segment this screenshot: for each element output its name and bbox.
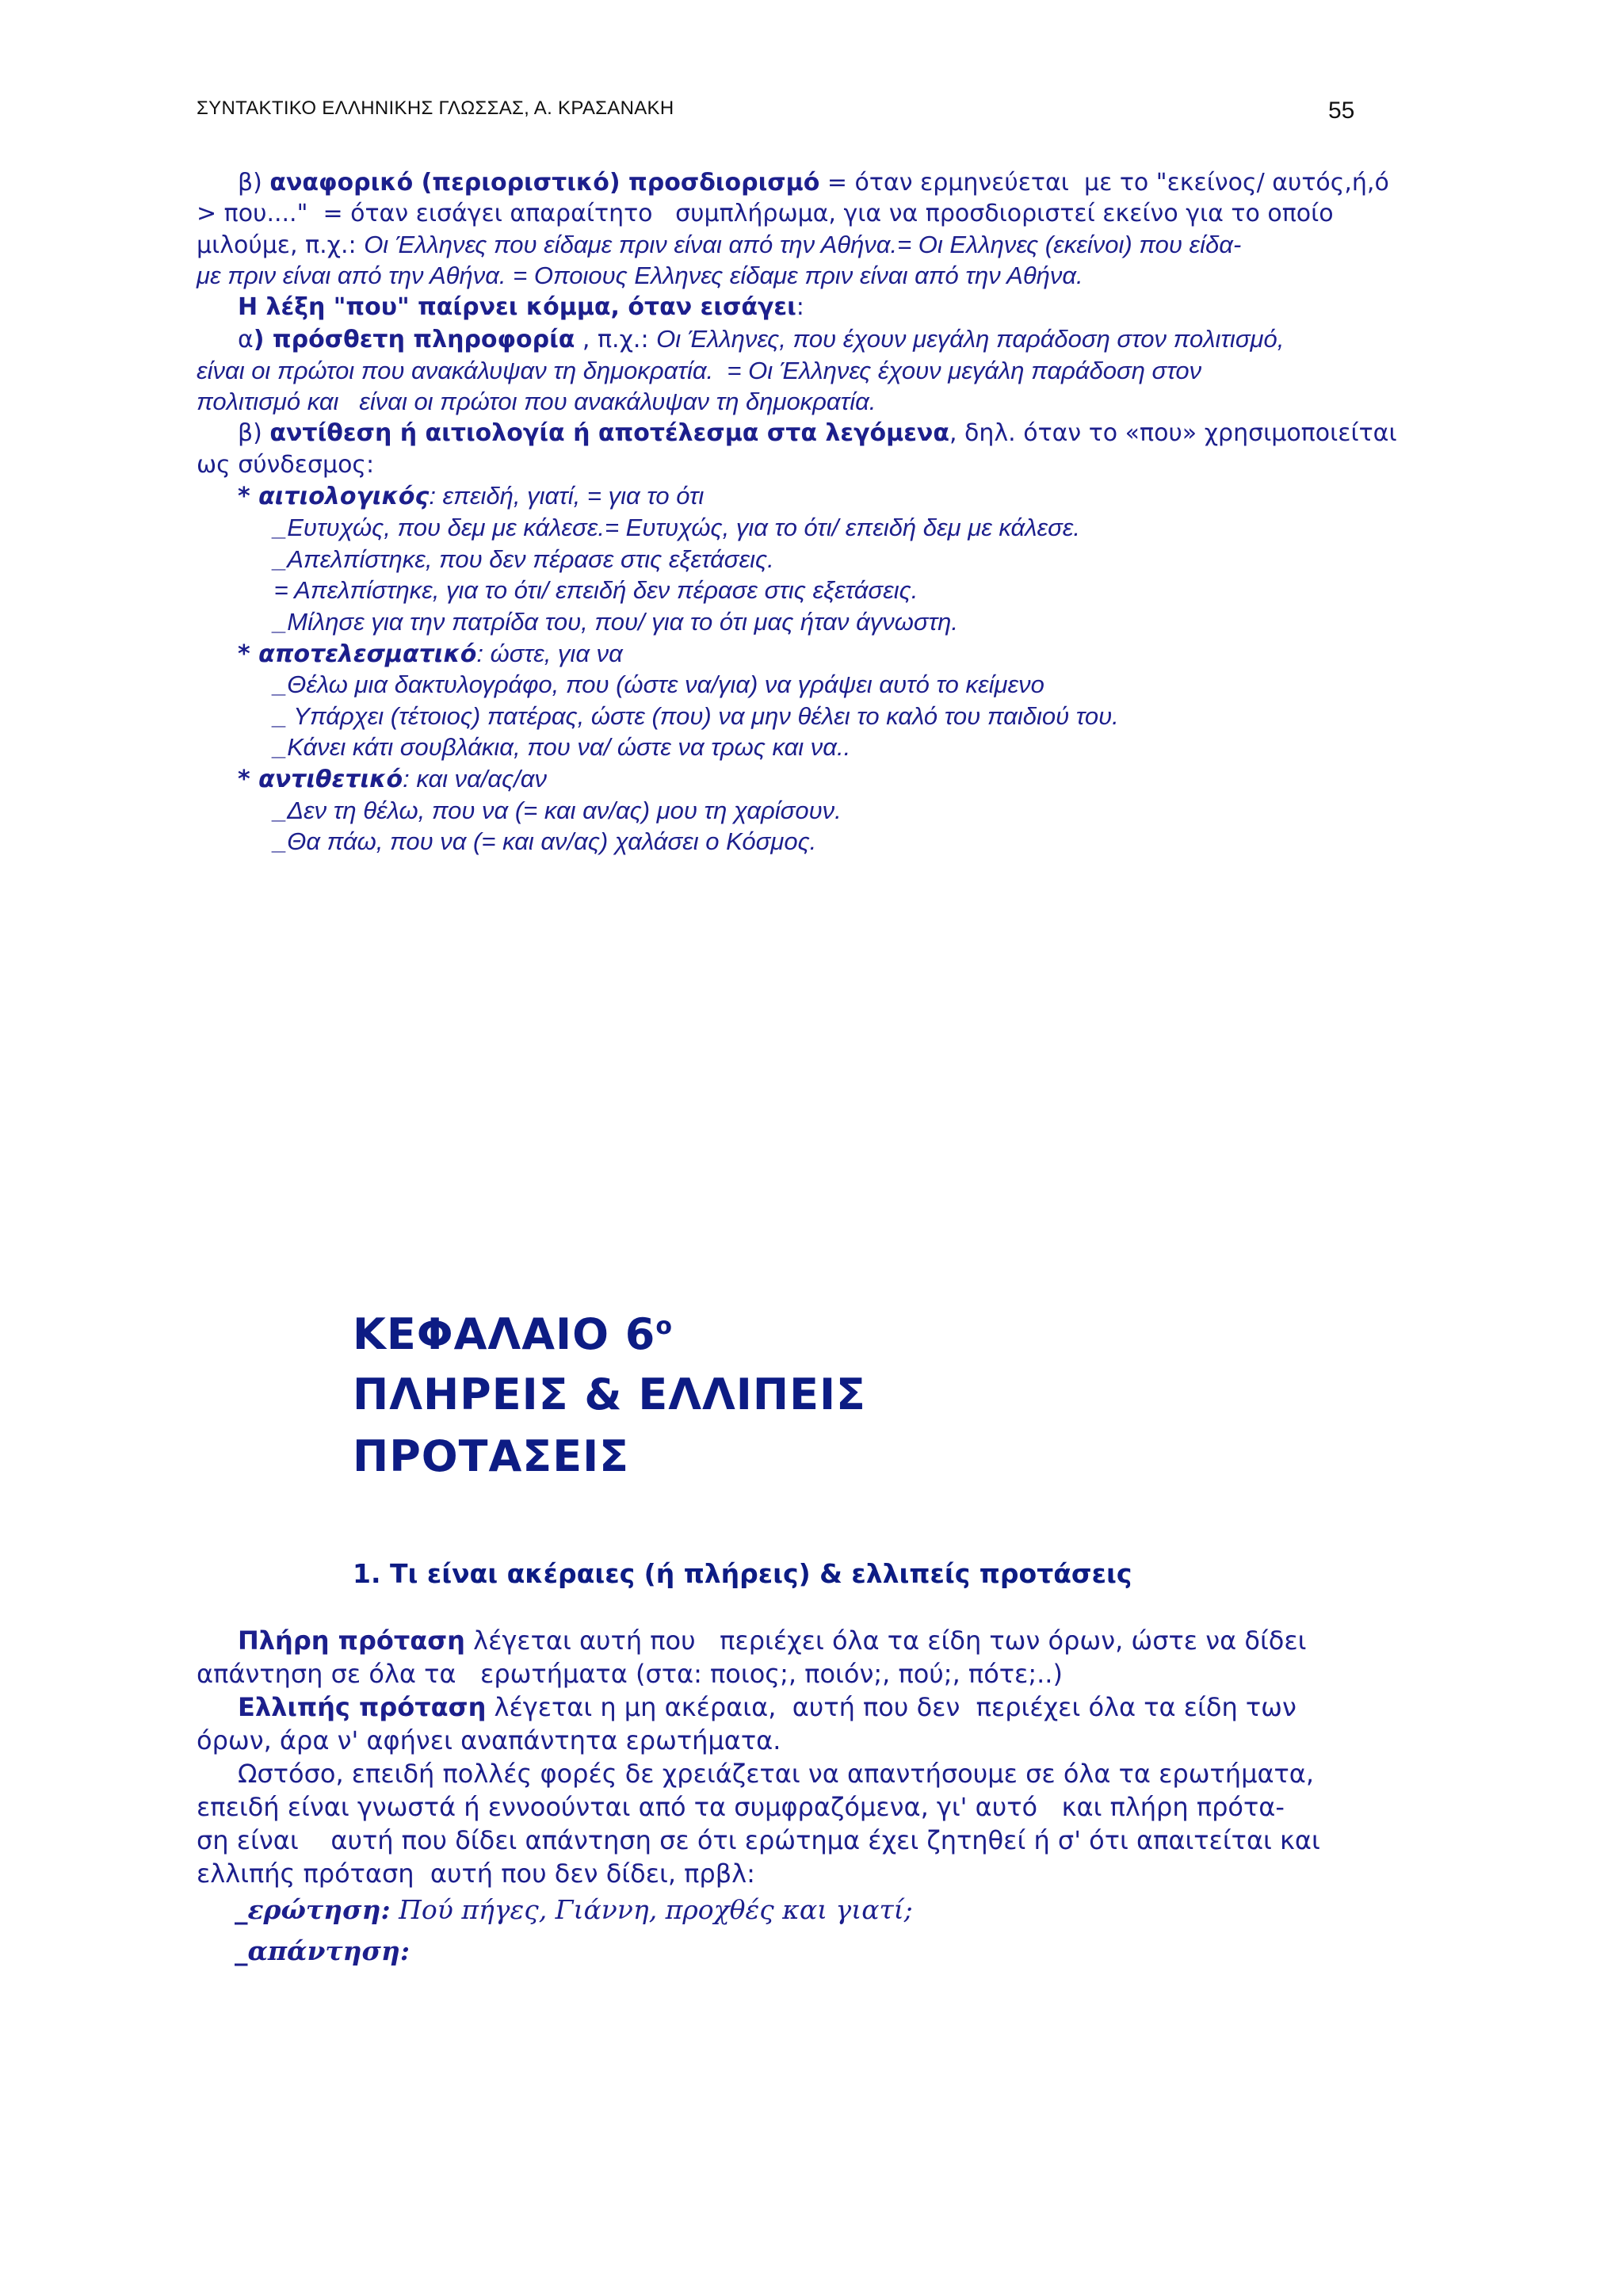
example-line: _Θα πάω, που να (= και αν/ας) χαλάσει ο Κόσμος.: [273, 827, 817, 855]
example-line: _Θέλω μια δακτυλογράφο, που (ώστε να/για) να γράψει αυτό το κείμενο: [273, 670, 1044, 698]
text-line: * αιτιολογικός: επειδή, γιατί, = για το ότι: [238, 482, 705, 510]
section-title: 1. Τι είναι ακέραιες (ή πλήρεις) & ελλιπείς προτάσεις: [353, 1558, 1132, 1589]
text-line: β) αντίθεση ή αιτιολογία ή αποτέλεσμα στα λεγόμενα, δηλ. όταν το «που» χρησιμοποιείται: [238, 419, 1397, 447]
text-line: μιλούμε, π.χ.: Οι Έλληνες που είδαμε πριν είναι από την Αθήνα.= Οι Ελληνες (εκείνοι) που είδα-: [197, 231, 1242, 259]
text-line: ελλιπής πρόταση αυτή που δεν δίδει, πρβλ:: [197, 1859, 755, 1889]
text-line: με πριν είναι από την Αθήνα. = Οποιους Ελληνες είδαμε πριν είναι από την Αθήνα.: [197, 262, 1083, 289]
chapter-title: ΚΕΦΑΛΑΙΟ $6^o$: [353, 1309, 674, 1359]
text-line: επειδή είναι γνωστά ή εννοούνται από τα συμφραζόμενα, γι' αυτό και πλήρη πρότα-: [197, 1792, 1285, 1822]
example-line: _Δεν τη θέλω, που να (= και αν/ας) μου τη χαρίσουν.: [273, 797, 842, 824]
text-line: β) αναφορικό (περιοριστικό) προσδιορισμό = όταν ερμηνεύεται με το "εκείνος/ αυτός,ή,ό: [238, 169, 1389, 197]
text-line: > που...." = όταν εισάγει απαραίτητο συμπλήρωμα, για να προσδιοριστεί εκείνο για το οποίο: [197, 200, 1334, 227]
chapter-subtitle: ΠΛΗΡΕΙΣ & ΕΛΛΙΠΕΙΣ: [353, 1370, 866, 1419]
running-header: ΣΥΝΤΑΚΤΙΚΟ ΕΛΛΗΝΙΚΗΣ ΓΛΩΣΣΑΣ, Α. ΚΡΑΣΑΝΑΚΗ: [197, 97, 674, 119]
text-line: Η λέξη "που" παίρνει κόμμα, όταν εισάγει:: [238, 293, 804, 321]
text-line: ση είναι αυτή που δίδει απάντηση σε ότι ερώτημα έχει ζητηθεί ή σ' ότι απαιτείται και: [197, 1825, 1320, 1855]
example-line: = Απελπίστηκε, για το ότι/ επειδή δεν πέρασε στις εξετάσεις.: [267, 576, 918, 604]
question-line: _ερώτηση: Πού πήγες, Γιάννη, προχθές και γιατί;: [235, 1894, 913, 1925]
example-line: _Κάνει κάτι σουβλάκια, που να/ ώστε να τρως και να..: [273, 733, 851, 761]
answer-line: _απάντηση:: [235, 1935, 411, 1966]
chapter-subtitle: ΠΡΟΤΑΣΕΙΣ: [353, 1431, 630, 1481]
text-line: Ωστόσο, επειδή πολλές φορές δε χρειάζεται να απαντήσουμε σε όλα τα ερωτήματα,: [238, 1759, 1315, 1789]
text-line: απάντηση σε όλα τα ερωτήματα (στα: ποιος;, ποιόν;, πού;, πότε;..): [197, 1659, 1063, 1689]
text-line: πολιτισμό και είναι οι πρώτοι που ανακάλυψαν τη δημοκρατία.: [197, 388, 876, 415]
example-line: _Απελπίστηκε, που δεν πέρασε στις εξετάσεις.: [273, 545, 774, 573]
text-line: ως σύνδεσμος:: [197, 451, 375, 479]
example-line: _Ευτυχώς, που δεμ με κάλεσε.= Ευτυχώς, για το ότι/ επειδή δεμ με κάλεσε.: [273, 514, 1081, 541]
text-line: Πλήρη πρόταση λέγεται αυτή που περιέχει όλα τα είδη των όρων, ώστε να δίδει: [238, 1626, 1307, 1656]
text-line: * αντιθετικό: και να/ας/αν: [238, 765, 547, 793]
text-line: είναι οι πρώτοι που ανακάλυψαν τη δημοκρατία. = Οι Έλληνες έχουν μεγάλη παράδοση στον: [197, 357, 1202, 384]
example-line: _Μίλησε για την πατρίδα του, που/ για το ότι μας ήταν άγνωστη.: [273, 608, 959, 636]
page-number: 55: [1328, 97, 1355, 124]
text-line: όρων, άρα ν' αφήνει αναπάντητα ερωτήματα.: [197, 1725, 781, 1755]
example-line: _ Υπάρχει (τέτοιος) πατέρας, ώστε (που) να μην θέλει το καλό του παιδιού του.: [273, 702, 1119, 730]
text-line: * αποτελεσματικό: ώστε, για να: [238, 640, 623, 668]
text-line: Ελλιπής πρόταση λέγεται η μη ακέραια, αυτή που δεν περιέχει όλα τα είδη των: [238, 1692, 1296, 1722]
text-line: α) πρόσθετη πληροφορία , π.χ.: Οι Έλληνες, που έχουν μεγάλη παράδοση στον πολιτισμό,: [238, 325, 1285, 353]
